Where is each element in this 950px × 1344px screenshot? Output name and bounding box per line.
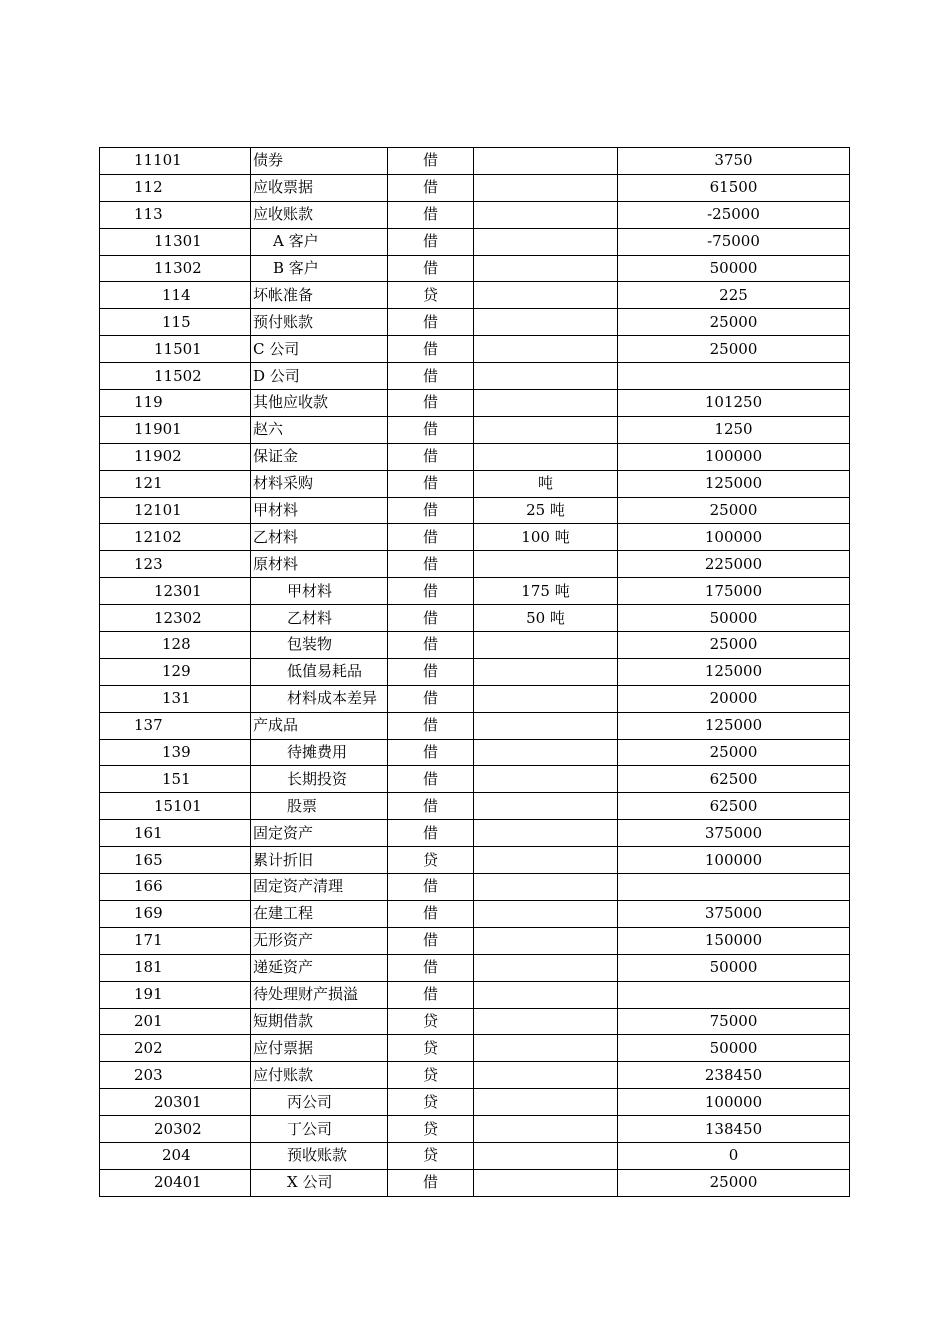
account-name-cell: 丙公司 bbox=[251, 1089, 388, 1116]
table-row bbox=[100, 900, 850, 927]
amount-cell: 100000 bbox=[618, 524, 850, 551]
account-name-cell: 坏帐准备 bbox=[251, 282, 388, 309]
quantity-cell bbox=[474, 900, 618, 927]
balance-direction-cell: 借 bbox=[388, 739, 474, 766]
table-row bbox=[100, 282, 850, 309]
amount-cell: 175000 bbox=[618, 578, 850, 605]
account-code-cell: 15101 bbox=[100, 793, 251, 820]
amount-cell: 50000 bbox=[618, 1035, 850, 1062]
table-row bbox=[100, 739, 850, 766]
account-code-cell: 201 bbox=[100, 1008, 251, 1035]
account-code-cell: 12302 bbox=[100, 605, 251, 632]
account-code-cell: 11902 bbox=[100, 443, 251, 470]
account-code-cell: 123 bbox=[100, 551, 251, 578]
table-row bbox=[100, 201, 850, 228]
account-name-cell: 保证金 bbox=[251, 443, 388, 470]
table-row bbox=[100, 632, 850, 659]
table-row bbox=[100, 793, 850, 820]
table-row bbox=[100, 712, 850, 739]
table-row bbox=[100, 578, 850, 605]
account-code-cell: 131 bbox=[100, 685, 251, 712]
account-code-cell: 20401 bbox=[100, 1169, 251, 1196]
account-name-cell: 待摊费用 bbox=[251, 739, 388, 766]
table-row bbox=[100, 148, 850, 175]
account-name-cell: 累计折旧 bbox=[251, 847, 388, 874]
account-name-cell: X 公司 bbox=[251, 1169, 388, 1196]
table-row bbox=[100, 390, 850, 417]
account-name-cell: 赵六 bbox=[251, 416, 388, 443]
amount-cell: 375000 bbox=[618, 900, 850, 927]
quantity-cell bbox=[474, 148, 618, 175]
balance-direction-cell: 借 bbox=[388, 228, 474, 255]
account-code-cell: 11301 bbox=[100, 228, 251, 255]
account-name-cell: 预收账款 bbox=[251, 1142, 388, 1169]
account-name-cell: B 客户 bbox=[251, 255, 388, 282]
account-name-cell: C 公司 bbox=[251, 336, 388, 363]
balance-direction-cell: 借 bbox=[388, 524, 474, 551]
balance-direction-cell: 借 bbox=[388, 820, 474, 847]
quantity-cell bbox=[474, 174, 618, 201]
amount-cell: 225000 bbox=[618, 551, 850, 578]
ledger-body bbox=[100, 148, 850, 1197]
account-name-cell: 股票 bbox=[251, 793, 388, 820]
account-name-cell: 待处理财产损溢 bbox=[251, 981, 388, 1008]
account-name-cell: 固定资产清理 bbox=[251, 874, 388, 901]
quantity-cell bbox=[474, 309, 618, 336]
quantity-cell bbox=[474, 363, 618, 390]
amount-cell: 225 bbox=[618, 282, 850, 309]
quantity-cell bbox=[474, 390, 618, 417]
quantity-cell: 50 吨 bbox=[474, 605, 618, 632]
quantity-cell bbox=[474, 632, 618, 659]
quantity-cell bbox=[474, 551, 618, 578]
amount-cell bbox=[618, 363, 850, 390]
table-row bbox=[100, 766, 850, 793]
balance-direction-cell: 借 bbox=[388, 927, 474, 954]
balance-direction-cell: 贷 bbox=[388, 1142, 474, 1169]
account-name-cell: 乙材料 bbox=[251, 524, 388, 551]
account-code-cell: 112 bbox=[100, 174, 251, 201]
amount-cell: 125000 bbox=[618, 470, 850, 497]
amount-cell: 150000 bbox=[618, 927, 850, 954]
account-code-cell: 161 bbox=[100, 820, 251, 847]
account-code-cell: 113 bbox=[100, 201, 251, 228]
amount-cell: 125000 bbox=[618, 658, 850, 685]
account-code-cell: 11901 bbox=[100, 416, 251, 443]
quantity-cell bbox=[474, 847, 618, 874]
table-row bbox=[100, 981, 850, 1008]
table-row bbox=[100, 605, 850, 632]
account-code-cell: 114 bbox=[100, 282, 251, 309]
account-code-cell: 151 bbox=[100, 766, 251, 793]
balance-direction-cell: 借 bbox=[388, 874, 474, 901]
account-code-cell: 166 bbox=[100, 874, 251, 901]
table-row bbox=[100, 228, 850, 255]
balance-direction-cell: 借 bbox=[388, 443, 474, 470]
amount-cell: 100000 bbox=[618, 443, 850, 470]
account-code-cell: 20302 bbox=[100, 1116, 251, 1143]
balance-direction-cell: 贷 bbox=[388, 282, 474, 309]
account-code-cell: 128 bbox=[100, 632, 251, 659]
quantity-cell bbox=[474, 1008, 618, 1035]
account-code-cell: 12101 bbox=[100, 497, 251, 524]
balance-direction-cell: 借 bbox=[388, 712, 474, 739]
table-row bbox=[100, 954, 850, 981]
quantity-cell bbox=[474, 443, 618, 470]
table-row bbox=[100, 685, 850, 712]
quantity-cell bbox=[474, 1062, 618, 1089]
amount-cell: 25000 bbox=[618, 739, 850, 766]
amount-cell: -75000 bbox=[618, 228, 850, 255]
quantity-cell bbox=[474, 1035, 618, 1062]
table-row bbox=[100, 927, 850, 954]
amount-cell: 100000 bbox=[618, 1089, 850, 1116]
amount-cell: 25000 bbox=[618, 1169, 850, 1196]
balance-direction-cell: 借 bbox=[388, 416, 474, 443]
quantity-cell: 吨 bbox=[474, 470, 618, 497]
quantity-cell: 175 吨 bbox=[474, 578, 618, 605]
balance-direction-cell: 贷 bbox=[388, 847, 474, 874]
account-name-cell: 无形资产 bbox=[251, 927, 388, 954]
account-code-cell: 11501 bbox=[100, 336, 251, 363]
account-name-cell: 长期投资 bbox=[251, 766, 388, 793]
balance-direction-cell: 借 bbox=[388, 632, 474, 659]
account-code-cell: 11502 bbox=[100, 363, 251, 390]
account-code-cell: 181 bbox=[100, 954, 251, 981]
account-code-cell: 165 bbox=[100, 847, 251, 874]
account-code-cell: 121 bbox=[100, 470, 251, 497]
quantity-cell bbox=[474, 201, 618, 228]
balance-direction-cell: 贷 bbox=[388, 1035, 474, 1062]
account-code-cell: 137 bbox=[100, 712, 251, 739]
account-code-cell: 12301 bbox=[100, 578, 251, 605]
balance-direction-cell: 借 bbox=[388, 497, 474, 524]
account-name-cell: D 公司 bbox=[251, 363, 388, 390]
account-code-cell: 191 bbox=[100, 981, 251, 1008]
account-code-cell: 119 bbox=[100, 390, 251, 417]
amount-cell: 50000 bbox=[618, 605, 850, 632]
amount-cell: 0 bbox=[618, 1142, 850, 1169]
table-row bbox=[100, 820, 850, 847]
table-row bbox=[100, 658, 850, 685]
balance-direction-cell: 借 bbox=[388, 900, 474, 927]
account-name-cell: 低值易耗品 bbox=[251, 658, 388, 685]
table-row bbox=[100, 874, 850, 901]
quantity-cell bbox=[474, 1089, 618, 1116]
account-code-cell: 204 bbox=[100, 1142, 251, 1169]
account-name-cell: 材料成本差异 bbox=[251, 685, 388, 712]
account-code-cell: 203 bbox=[100, 1062, 251, 1089]
amount-cell: 1250 bbox=[618, 416, 850, 443]
quantity-cell bbox=[474, 712, 618, 739]
table-row bbox=[100, 1116, 850, 1143]
balance-direction-cell: 借 bbox=[388, 981, 474, 1008]
quantity-cell: 100 吨 bbox=[474, 524, 618, 551]
account-name-cell: 材料采购 bbox=[251, 470, 388, 497]
amount-cell: 25000 bbox=[618, 497, 850, 524]
account-name-cell: 丁公司 bbox=[251, 1116, 388, 1143]
quantity-cell bbox=[474, 1116, 618, 1143]
table-row bbox=[100, 551, 850, 578]
amount-cell: 3750 bbox=[618, 148, 850, 175]
quantity-cell bbox=[474, 981, 618, 1008]
quantity-cell bbox=[474, 336, 618, 363]
quantity-cell bbox=[474, 927, 618, 954]
amount-cell: 125000 bbox=[618, 712, 850, 739]
balance-direction-cell: 借 bbox=[388, 390, 474, 417]
balance-direction-cell: 借 bbox=[388, 1169, 474, 1196]
ledger-table bbox=[99, 147, 850, 1197]
amount-cell: 25000 bbox=[618, 309, 850, 336]
table-row bbox=[100, 847, 850, 874]
balance-direction-cell: 贷 bbox=[388, 1089, 474, 1116]
amount-cell: 138450 bbox=[618, 1116, 850, 1143]
amount-cell: 238450 bbox=[618, 1062, 850, 1089]
balance-direction-cell: 借 bbox=[388, 255, 474, 282]
balance-direction-cell: 贷 bbox=[388, 1116, 474, 1143]
account-name-cell: 应付票据 bbox=[251, 1035, 388, 1062]
balance-direction-cell: 借 bbox=[388, 578, 474, 605]
account-name-cell: 甲材料 bbox=[251, 497, 388, 524]
quantity-cell bbox=[474, 255, 618, 282]
quantity-cell bbox=[474, 766, 618, 793]
amount-cell: 50000 bbox=[618, 954, 850, 981]
amount-cell: 375000 bbox=[618, 820, 850, 847]
quantity-cell bbox=[474, 685, 618, 712]
quantity-cell bbox=[474, 416, 618, 443]
table-row bbox=[100, 1062, 850, 1089]
table-row bbox=[100, 524, 850, 551]
account-name-cell: A 客户 bbox=[251, 228, 388, 255]
balance-direction-cell: 借 bbox=[388, 954, 474, 981]
account-name-cell: 乙材料 bbox=[251, 605, 388, 632]
amount-cell: 62500 bbox=[618, 793, 850, 820]
account-name-cell: 产成品 bbox=[251, 712, 388, 739]
account-code-cell: 171 bbox=[100, 927, 251, 954]
amount-cell: 75000 bbox=[618, 1008, 850, 1035]
balance-direction-cell: 借 bbox=[388, 658, 474, 685]
account-name-cell: 固定资产 bbox=[251, 820, 388, 847]
balance-direction-cell: 借 bbox=[388, 551, 474, 578]
account-code-cell: 12102 bbox=[100, 524, 251, 551]
amount-cell: -25000 bbox=[618, 201, 850, 228]
quantity-cell bbox=[474, 1142, 618, 1169]
account-code-cell: 115 bbox=[100, 309, 251, 336]
balance-direction-cell: 借 bbox=[388, 174, 474, 201]
balance-direction-cell: 贷 bbox=[388, 1062, 474, 1089]
table-row bbox=[100, 416, 850, 443]
account-name-cell: 甲材料 bbox=[251, 578, 388, 605]
amount-cell bbox=[618, 981, 850, 1008]
table-row bbox=[100, 443, 850, 470]
quantity-cell bbox=[474, 228, 618, 255]
table-row bbox=[100, 497, 850, 524]
account-name-cell: 短期借款 bbox=[251, 1008, 388, 1035]
amount-cell: 101250 bbox=[618, 390, 850, 417]
account-code-cell: 11101 bbox=[100, 148, 251, 175]
account-name-cell: 其他应收款 bbox=[251, 390, 388, 417]
amount-cell: 50000 bbox=[618, 255, 850, 282]
amount-cell: 20000 bbox=[618, 685, 850, 712]
table-row bbox=[100, 1008, 850, 1035]
account-code-cell: 169 bbox=[100, 900, 251, 927]
quantity-cell bbox=[474, 1169, 618, 1196]
account-code-cell: 11302 bbox=[100, 255, 251, 282]
table-row bbox=[100, 255, 850, 282]
amount-cell: 25000 bbox=[618, 336, 850, 363]
balance-direction-cell: 借 bbox=[388, 766, 474, 793]
amount-cell: 25000 bbox=[618, 632, 850, 659]
quantity-cell bbox=[474, 954, 618, 981]
table-row bbox=[100, 336, 850, 363]
account-name-cell: 应付账款 bbox=[251, 1062, 388, 1089]
account-code-cell: 129 bbox=[100, 658, 251, 685]
quantity-cell bbox=[474, 739, 618, 766]
table-row bbox=[100, 363, 850, 390]
balance-direction-cell: 借 bbox=[388, 363, 474, 390]
table-row bbox=[100, 1169, 850, 1196]
table-row bbox=[100, 309, 850, 336]
account-name-cell: 原材料 bbox=[251, 551, 388, 578]
account-name-cell: 预付账款 bbox=[251, 309, 388, 336]
account-name-cell: 债券 bbox=[251, 148, 388, 175]
balance-direction-cell: 贷 bbox=[388, 1008, 474, 1035]
account-code-cell: 202 bbox=[100, 1035, 251, 1062]
quantity-cell bbox=[474, 820, 618, 847]
quantity-cell bbox=[474, 282, 618, 309]
balance-direction-cell: 借 bbox=[388, 309, 474, 336]
account-name-cell: 递延资产 bbox=[251, 954, 388, 981]
balance-direction-cell: 借 bbox=[388, 793, 474, 820]
account-name-cell: 应收账款 bbox=[251, 201, 388, 228]
table-row bbox=[100, 1142, 850, 1169]
quantity-cell: 25 吨 bbox=[474, 497, 618, 524]
amount-cell: 62500 bbox=[618, 766, 850, 793]
balance-direction-cell: 借 bbox=[388, 605, 474, 632]
balance-direction-cell: 借 bbox=[388, 148, 474, 175]
amount-cell bbox=[618, 874, 850, 901]
balance-direction-cell: 借 bbox=[388, 201, 474, 228]
account-name-cell: 在建工程 bbox=[251, 900, 388, 927]
account-code-cell: 20301 bbox=[100, 1089, 251, 1116]
amount-cell: 100000 bbox=[618, 847, 850, 874]
account-name-cell: 应收票据 bbox=[251, 174, 388, 201]
amount-cell: 61500 bbox=[618, 174, 850, 201]
balance-direction-cell: 借 bbox=[388, 685, 474, 712]
table-row bbox=[100, 174, 850, 201]
balance-direction-cell: 借 bbox=[388, 470, 474, 497]
quantity-cell bbox=[474, 658, 618, 685]
quantity-cell bbox=[474, 874, 618, 901]
account-name-cell: 包装物 bbox=[251, 632, 388, 659]
table-row bbox=[100, 1089, 850, 1116]
balance-direction-cell: 借 bbox=[388, 336, 474, 363]
quantity-cell bbox=[474, 793, 618, 820]
table-row bbox=[100, 1035, 850, 1062]
table-row bbox=[100, 470, 850, 497]
account-code-cell: 139 bbox=[100, 739, 251, 766]
